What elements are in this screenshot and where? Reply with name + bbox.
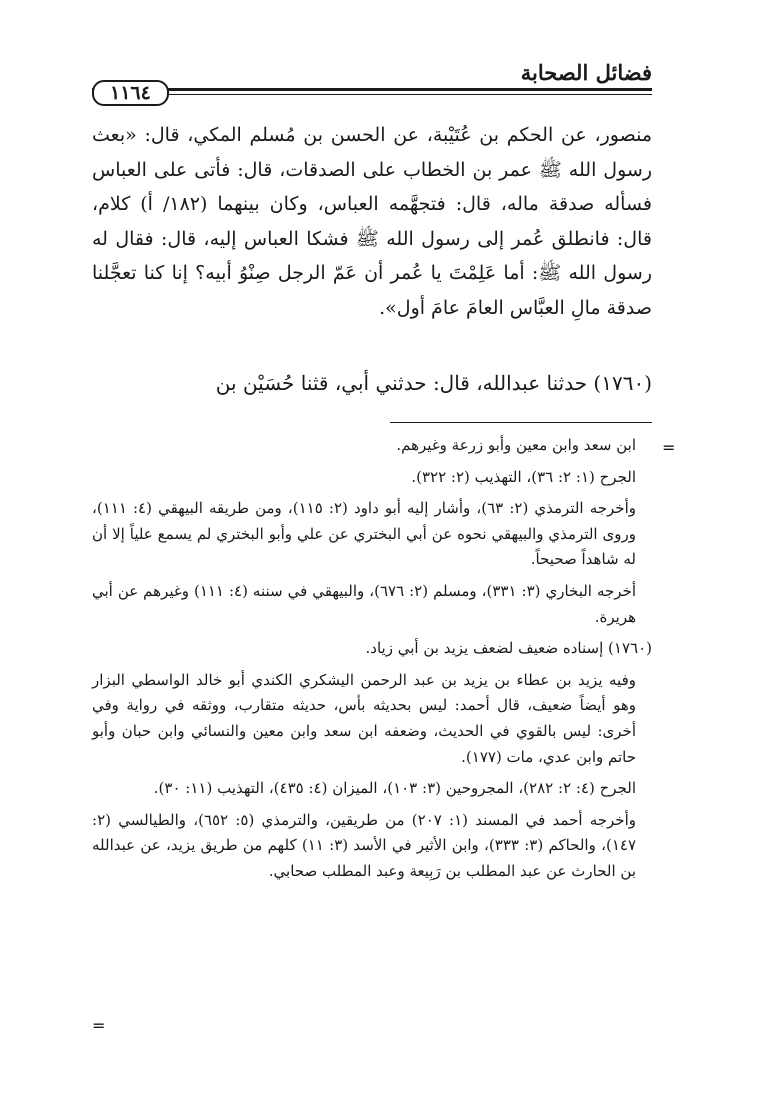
footnote-numbered xyxy=(92,636,652,662)
footnote-line: وفيه يزيد بن عطاء بن يزيد بن عبد الرحمن اليشكري الكندي أبو خالد الواسطي البزار وهو أيضاً ضعيف، قال أحمد: ليس بحديثه بأس، حديثه متقارب، ووثقه في رواية وفي أخرى: ليس بالقوي في الحديث، وضعفه ابن سعد وابن معين والنسائي وابن حبان وأبو حاتم وابن عدي، مات (١٧٧). xyxy=(92,670,636,766)
footnote-line: أخرجه البخاري (٣: ٣٣١)، ومسلم (٢: ٦٧٦)، والبيهقي في سننه (٤: ١١١) وغيرهم عن أبي هريرة. xyxy=(92,581,636,626)
footnotes xyxy=(92,433,652,891)
footnote-divider xyxy=(390,422,652,423)
main-paragraph: منصور، عن الحكم بن عُتَيْبة، عن الحسن بن مُسلم المكي، قال: «بعث رسول الله ﷺ عمر بن الخطاب على الصدقات، قال: فأتى على العباس فسأله صدقة ماله، قال: فتجهَّمه العباس، وكان بينهما (١٨٢/ أ) كلام، قال: فانطلق عُمر إلى رسول الله ﷺ فشكا العباس إليه، قال: فقال له رسول الله ﷺ: أما عَلِمْتَ يا عُمر أن عَمّ الرجل صِنْوُ أبيه؟ إنا كنا تعجَّلنا صدقة مالِ العبَّاس العامَ عامَ أول». xyxy=(92,124,652,319)
footnote-line: الجرح (٤: ٢: ٢٨٢)، المجروحين (٣: ١٠٣)، الميزان (٤: ٤٣٥)، التهذيب (١١: ٣٠). xyxy=(153,779,636,798)
page-number: ١١٦٤ xyxy=(92,80,169,106)
footnote-line: وأخرجه الترمذي (٢: ٦٣)، وأشار إليه أبو داود (٢: ١١٥)، ومن طريقه البيهقي (٤: ١١١)، وروى الترمذي والبيهقي نحوه عن أبي البختري عن علي وأبو البختري لم يسمع علياً إلا أن له شاهداً صحيحاً. xyxy=(92,499,636,569)
footnote-line: وأخرجه أحمد في المسند (١: ٢٠٧) من طريقين، والترمذي (٥: ٦٥٢)، والطيالسي (٢: ١٤٧)، والحاكم (٣: ٣٣٣)، وابن الأثير في الأسد (٣: ١١) كلهم من طريق يزيد، عن عبدالله بن الحارث عن عبد المطلب بن رَبِيعة وعبد المطلب صحابي. xyxy=(92,810,636,880)
running-title: فضائل الصحابة xyxy=(520,60,652,85)
main-text xyxy=(92,118,652,325)
page-header xyxy=(92,58,652,104)
hadith-heading: (١٧٦٠) حدثنا عبدالله، قال: حدثني أبي، قثنا حُسَيْن بن xyxy=(215,371,652,395)
footnote-number: (١٧٦٠) xyxy=(608,639,652,658)
footnote-line: ابن سعد وابن معين وأبو زرعة وغيرهم. xyxy=(396,436,636,454)
footnote-continuation-mark-bottom: = xyxy=(92,1016,106,1035)
footnote-line: الجرح (١: ٢: ٣٦)، التهذيب (٢: ٣٢٢). xyxy=(411,467,636,486)
footnote-block-continued xyxy=(92,433,636,630)
header-rule xyxy=(92,88,652,91)
footnote-text: إسناده ضعيف لضعف يزيد بن أبي زياد. xyxy=(365,639,604,658)
footnote-block-1760 xyxy=(92,668,636,885)
header-rule-thin xyxy=(92,94,652,95)
footnote-continuation-mark-top: = xyxy=(662,438,676,457)
